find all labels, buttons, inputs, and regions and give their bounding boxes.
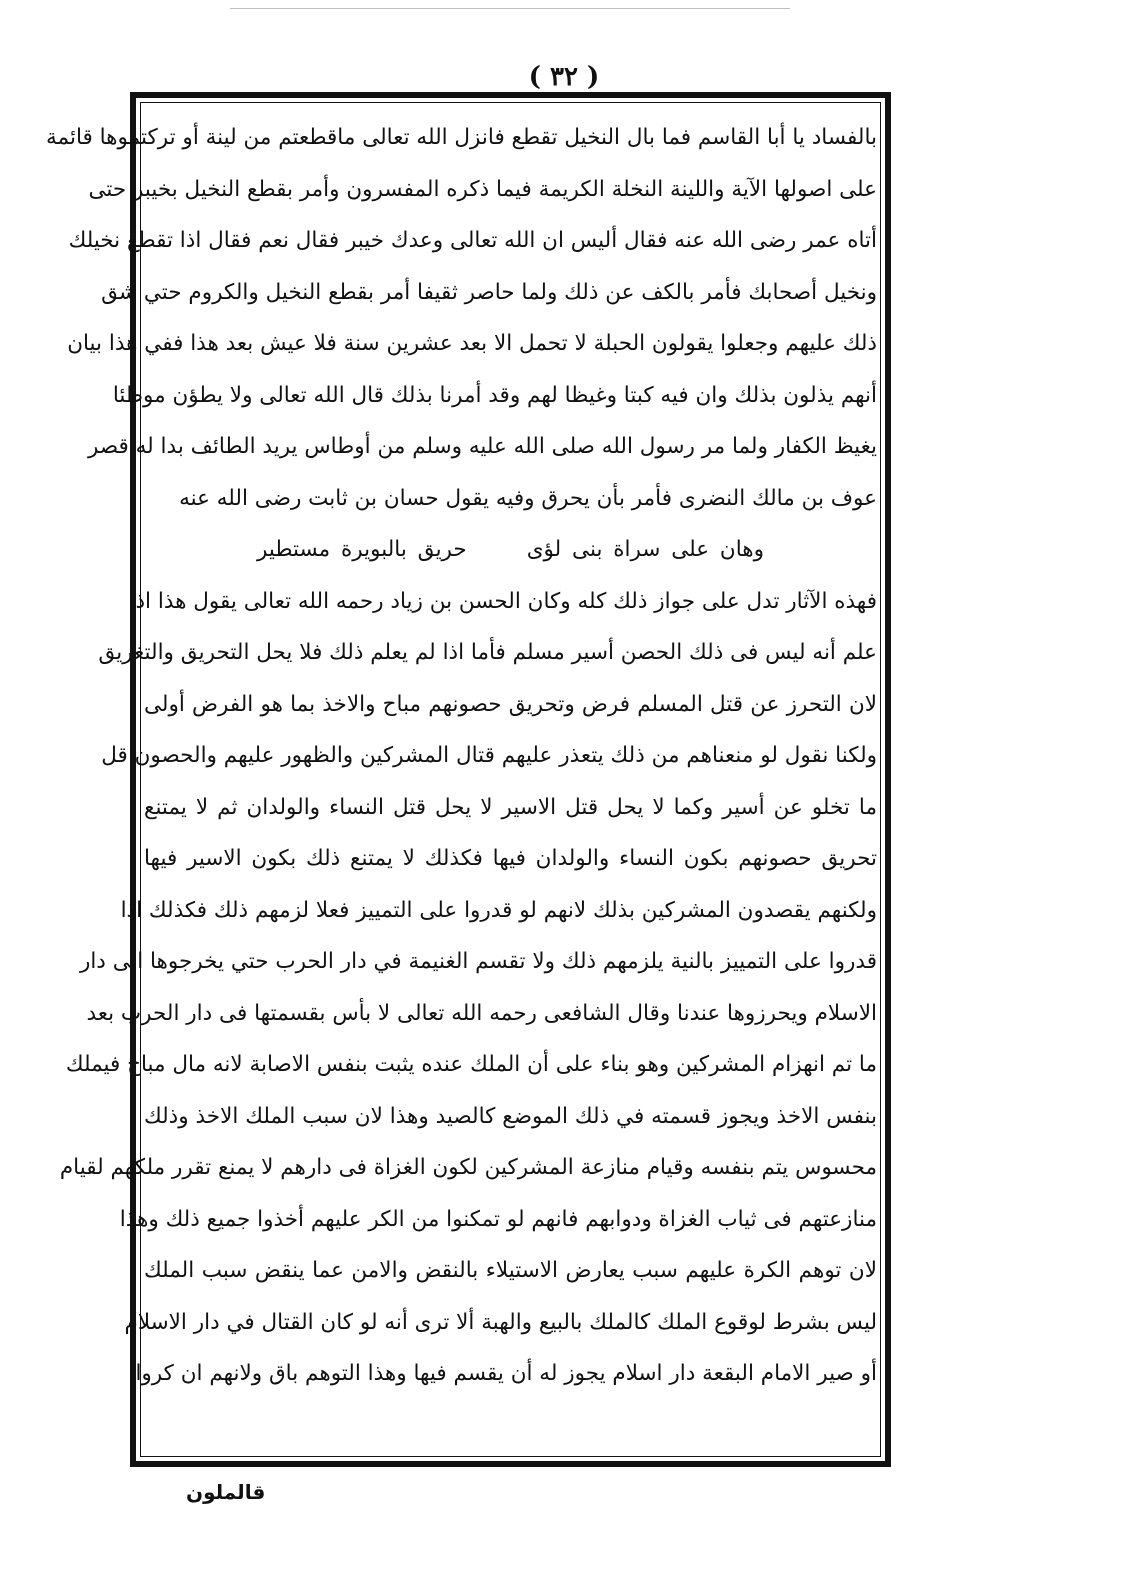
text-line: ولكنا نقول لو منعناهم من ذلك يتعذر عليهم قتال المشركين والظهور عليهم والحصون قل [101, 743, 877, 768]
text-line: ونخيل أصحابك فأمر بالكف عن ذلك ولما حاصر ثقيفا أمر بقطع النخيل والكروم حتي شق [101, 279, 877, 305]
text-line: ليس بشرط لوقوع الملك كالملك بالبيع والهبة ألا ترى أنه لو كان القتال في دار الاسلام [124, 1309, 877, 1335]
verse-hemistich-2: حريق بالبويرة مستطير [257, 537, 467, 562]
text-line: بالفساد يا أبا القاسم فما بال النخيل تقطع فانزل الله تعالى ماقطعتم من لينة أو تركتموها قائمة [46, 125, 877, 150]
text-line: الاسلام ويحرزوها عندنا وقال الشافعى رحمه الله تعالى لا بأس بقسمتها فى دار الحرب بعد [86, 1000, 877, 1026]
text-line: تحريق حصونهم بكون النساء والولدان فيها فكذلك لا يمتنع ذلك بكون الاسير فيها [144, 846, 877, 871]
text-line: ولكنهم يقصدون المشركين بذلك لانهم لو قدروا على التمييز فعلا لزمهم ذلك فكذلك اذا [120, 897, 877, 923]
text-line: يغيظ الكفار ولما مر رسول الله صلى الله عليه وسلم من أوطاس يريد الطائف بدا له قصر [88, 434, 877, 459]
text-line: أنهم يذلون بذلك وان فيه كبتا وغيظا لهم وقد أمرنا بذلك قال الله تعالى ولا يطؤن موطئا [112, 382, 877, 408]
text-line: قدروا على التمييز بالنية يلزمهم ذلك ولا تقسم الغنيمة في دار الحرب حتي يخرجوها الى دار [79, 949, 877, 974]
catchword: قالملون [186, 1480, 266, 1504]
top-rule [230, 8, 790, 9]
text-line: أتاه عمر رضى الله عنه فقال أليس ان الله تعالى وعدك خيبر فقال نعم فقال اذا تقطع نخيلك [68, 228, 877, 253]
text-block [46, 112, 877, 1400]
text-line: أو صير الامام البقعة دار اسلام يجوز له أن يقسم فيها وهذا التوهم باق ولانهم ان كروا [135, 1361, 877, 1386]
text-line: لان التحرز عن قتل المسلم فرض وتحريق حصونهم مباح والاخذ بما هو الفرض أولى [144, 691, 877, 717]
text-line: عوف بن مالك النضرى فأمر بأن يحرق وفيه يقول حسان بن ثابت رضى الله عنه [179, 485, 877, 511]
verse-hemistich-1: وهان على سراة بنى لؤى [526, 537, 764, 562]
text-line: علم أنه ليس فى ذلك الحصن أسير مسلم فأما اذا لم يعلم ذلك فلا يحل التحريق والتغريق [98, 640, 877, 665]
text-line: بنفس الاخذ ويجوز قسمته في ذلك الموضع كالصيد وهذا لان سبب الملك الاخذ وذلك [144, 1103, 877, 1129]
text-line: على اصولها الآية واللينة النخلة الكريمة فيما ذكره المفسرون وأمر بقطع النخيل بخيبر حتى [88, 176, 877, 202]
text-line: ذلك عليهم وجعلوا يقولون الحبلة لا تحمل الا بعد عشرين سنة فلا عيش بعد هذا ففي هذا بيان [67, 331, 877, 356]
verse-line [144, 524, 877, 576]
text-line: فهذه الآثار تدل على جواز ذلك كله وكان الحسن بن زياد رحمه الله تعالى يقول هذا اذا [129, 588, 877, 614]
text-line: ما تخلو عن أسير وكما لا يحل قتل الاسير لا يحل قتل النساء والولدان ثم لا يمتنع [144, 794, 877, 820]
text-line: لان توهم الكرة عليهم سبب يعارض الاستيلاء بالنقض والامن عما ينقض سبب الملك [144, 1258, 877, 1283]
text-line: ما تم انهزام المشركين وهو بناء على أن الملك عنده يثبت بنفس الاصابة لانه مال مباح فيملك [65, 1052, 877, 1077]
text-line: محسوس يتم بنفسه وقيام منازعة المشركين لكون الغزاة فى دارهم لا يمنع تقرر ملكهم لقيام [59, 1155, 877, 1180]
page-number: ( ٣٢ ) [528, 62, 600, 92]
text-line: منازعتهم فى ثياب الغزاة ودوابهم فانهم لو تمكنوا من الكر عليهم أخذوا جميع ذلك وهذا [119, 1206, 877, 1232]
